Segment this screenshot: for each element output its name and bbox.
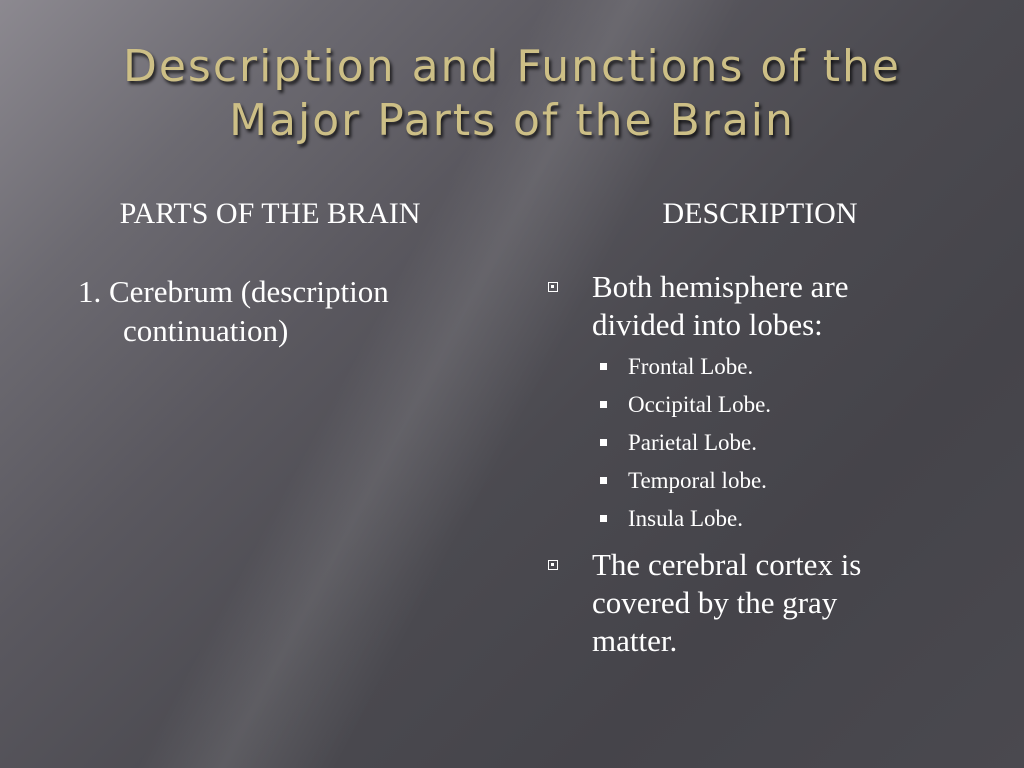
list-item bbox=[546, 500, 986, 538]
bullet-hemisphere bbox=[546, 268, 986, 344]
bullet-cortex-line-3: matter. bbox=[592, 623, 678, 658]
bullet-cerebral-cortex bbox=[546, 546, 986, 660]
title-line-2: Major Parts of the Brain bbox=[229, 95, 795, 146]
lobe-parietal: Parietal Lobe. bbox=[628, 430, 758, 455]
bullet-cortex-line-2: covered by the gray bbox=[592, 585, 838, 620]
slide-title bbox=[0, 40, 1024, 148]
right-column-header: DESCRIPTION bbox=[662, 197, 858, 230]
lobe-insula: Insula Lobe. bbox=[628, 506, 743, 531]
filled-square-bullet-icon bbox=[600, 439, 607, 446]
cerebrum-label-line-2: continuation) bbox=[123, 313, 289, 348]
list-item bbox=[546, 348, 986, 386]
list-item bbox=[546, 462, 986, 500]
square-bullet-icon bbox=[548, 282, 558, 292]
bullet-hemisphere-line-1: Both hemisphere are bbox=[592, 269, 849, 304]
lobes-list bbox=[546, 348, 986, 538]
list-item bbox=[546, 424, 986, 462]
lobe-temporal: Temporal lobe. bbox=[628, 468, 767, 493]
right-column-body bbox=[546, 268, 986, 660]
filled-square-bullet-icon bbox=[600, 515, 607, 522]
left-column-header: PARTS OF THE BRAIN bbox=[119, 197, 421, 230]
left-column-body bbox=[78, 272, 478, 350]
filled-square-bullet-icon bbox=[600, 363, 607, 370]
lobe-occipital: Occipital Lobe. bbox=[628, 392, 772, 417]
filled-square-bullet-icon bbox=[600, 401, 607, 408]
bullet-cortex-line-1: The cerebral cortex is bbox=[592, 547, 862, 582]
title-line-1: Description and Functions of the bbox=[122, 41, 901, 92]
filled-square-bullet-icon bbox=[600, 477, 607, 484]
lobe-frontal: Frontal Lobe. bbox=[628, 354, 754, 379]
cerebrum-label-line-1: 1. Cerebrum (description bbox=[78, 274, 389, 309]
list-item bbox=[546, 386, 986, 424]
bullet-hemisphere-line-2: divided into lobes: bbox=[592, 307, 823, 342]
square-bullet-icon bbox=[548, 560, 558, 570]
